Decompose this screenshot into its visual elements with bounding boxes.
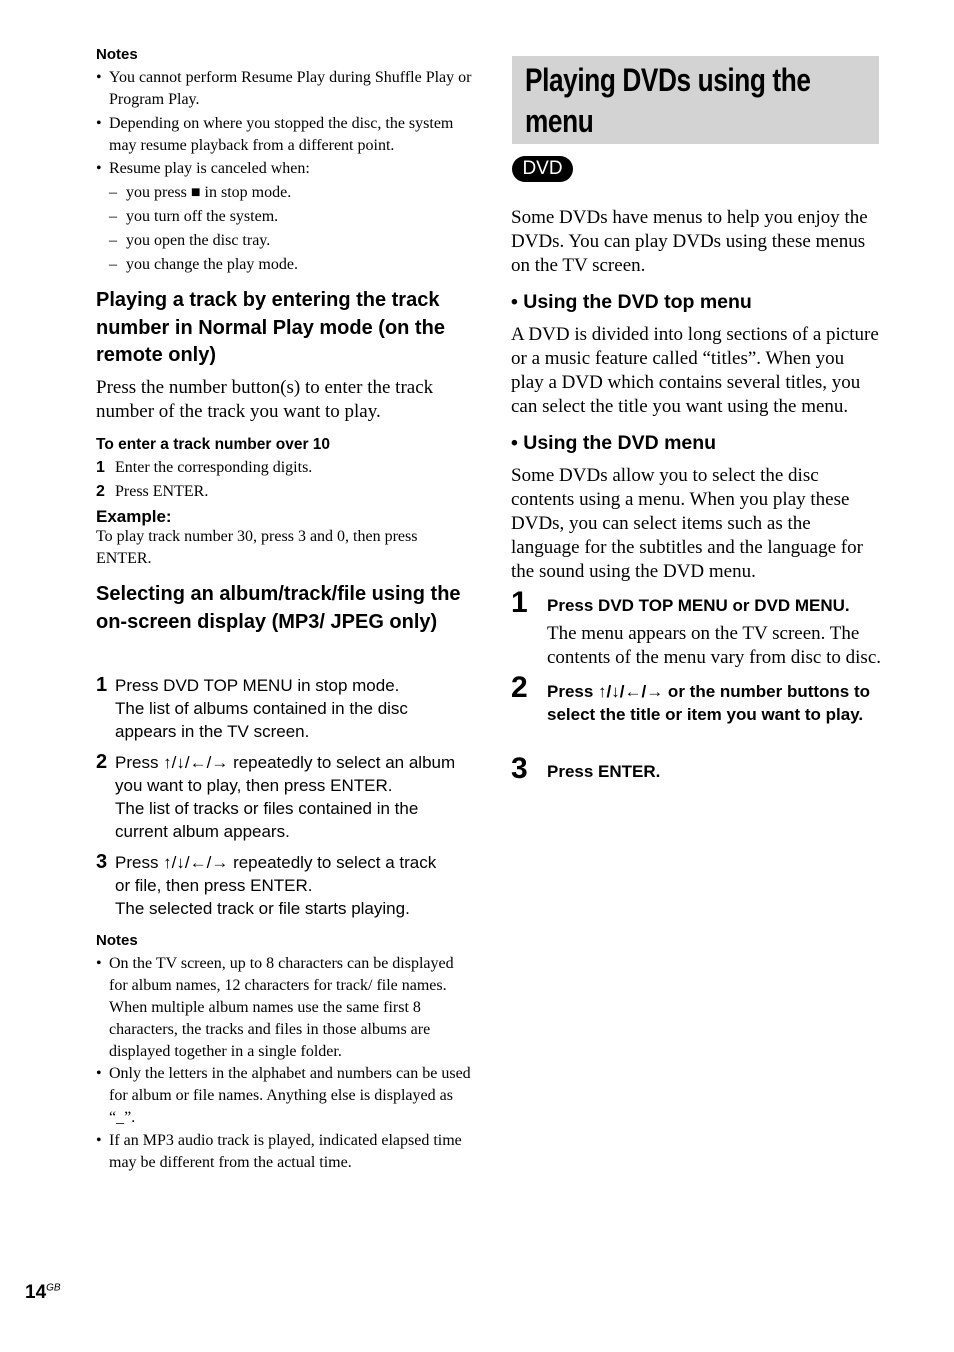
step-number: 1 xyxy=(96,459,105,476)
step-number: 3 xyxy=(511,752,528,785)
page-number-value: 14 xyxy=(25,1282,47,1303)
note-bullet: • If an MP3 audio track is played, indicated elapsed time may be different from the actual time. xyxy=(96,1130,474,1174)
note-dash-item: – you press ■ in stop mode. xyxy=(96,181,466,205)
page-suffix: GB xyxy=(46,1282,61,1294)
step-result: The menu appears on the TV screen. The contents of the menu vary from disc to disc. xyxy=(547,623,882,668)
step-number: 2 xyxy=(511,671,528,704)
note-dash-item: – you turn off the system. xyxy=(96,205,466,229)
section-heading: Selecting an album/track/file using the on-screen display (MP3/ JPEG only) xyxy=(96,583,461,633)
intro-text: Some DVDs have menus to help you enjoy the DVDs. You can play DVDs using these menus on the TV screen. xyxy=(511,207,868,276)
step-number: 1 xyxy=(511,586,528,619)
step-number: 1 xyxy=(96,674,108,696)
step-text: Press ↑/↓/←/→ or the number buttons to select the title or item you want to play. xyxy=(547,682,871,724)
section-heading: Playing a track by entering the track number in Normal Play mode (on the remote only) xyxy=(96,289,445,366)
procedure-step xyxy=(96,674,455,743)
note-bullet: • Only the letters in the alphabet and numbers can be used for album or file names. Anything else is displayed as “_”. xyxy=(96,1063,474,1129)
step-number: 3 xyxy=(96,851,108,873)
notes-heading: Notes xyxy=(96,46,138,63)
note-bullet: • Depending on where you stopped the disc, the system may resume playback from a different point. xyxy=(96,113,481,157)
section-body: Some DVDs allow you to select the disc contents using a menu. When you play these DVDs, you can select items such as the language for the subtitles and the language for the sound using the DVD menu. xyxy=(511,465,863,582)
step-result: The selected track or file starts playing. xyxy=(115,899,410,918)
note-dash-item: – you open the disc tray. xyxy=(96,229,466,253)
step-result: The list of albums contained in the disc appears in the TV screen. xyxy=(115,699,408,741)
title-banner xyxy=(512,56,879,144)
step-text: Press DVD TOP MENU or DVD MENU. xyxy=(547,596,850,615)
bullet-heading: • Using the DVD top menu xyxy=(511,291,752,314)
notes-heading: Notes xyxy=(96,932,138,949)
note-bullet: • Resume play is canceled when: xyxy=(96,158,474,180)
note-bullet: • You cannot perform Resume Play during Shuffle Play or Program Play. xyxy=(96,67,474,111)
page-number xyxy=(25,1282,61,1304)
subheading: To enter a track number over 10 xyxy=(96,436,331,453)
section-body: A DVD is divided into long sections of a picture or a music feature called “titles”. When you play a DVD which contains several titles, you can select the title you want using the menu. xyxy=(511,324,879,417)
step-number: 2 xyxy=(96,751,108,773)
procedure-step xyxy=(96,851,455,920)
step-result: The list of tracks or files contained in the current album appears. xyxy=(115,799,419,841)
bullet-heading: • Using the DVD menu xyxy=(511,432,716,455)
substep xyxy=(96,456,312,480)
page-title: Playing DVDs using the menu xyxy=(525,62,811,139)
note-dash-item: – you change the play mode. xyxy=(96,253,466,277)
example-heading: Example: xyxy=(96,507,172,526)
dvd-badge: DVD xyxy=(512,156,573,182)
step-text: Press DVD TOP MENU in stop mode. xyxy=(115,676,400,695)
example-text: To play track number 30, press 3 and 0, then press ENTER. xyxy=(96,528,418,567)
step-text: Press ↑/↓/←/→ repeatedly to select an album you want to play, then press ENTER. xyxy=(115,753,456,795)
step-text: Press ↑/↓/←/→ repeatedly to select a track or file, then press ENTER. xyxy=(115,853,437,895)
step-text: Enter the corresponding digits. xyxy=(115,459,313,476)
substep xyxy=(96,480,208,504)
section-body: Press the number button(s) to enter the track number of the track you want to play. xyxy=(96,377,434,422)
step-text: Press ENTER. xyxy=(547,762,661,781)
step-number: 2 xyxy=(96,483,105,500)
note-bullet: • On the TV screen, up to 8 characters can be displayed for album names, 12 characters for track/ file names. When multiple album names use the same first 8 characters, the tracks and files in those albums are displayed together in a single folder. xyxy=(96,953,474,1063)
procedure-step xyxy=(96,751,470,843)
step-text: Press ENTER. xyxy=(115,483,209,500)
